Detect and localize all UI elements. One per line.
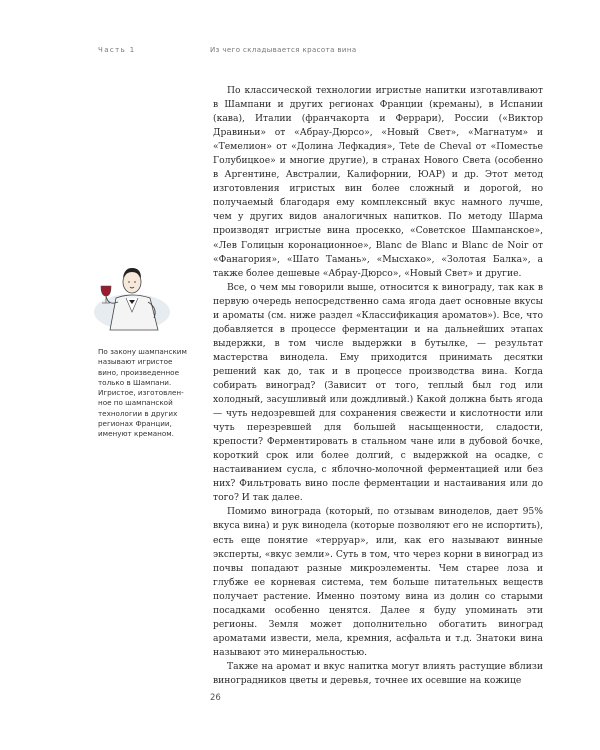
section-title: Из чего складывается красота вина: [210, 46, 357, 54]
paragraph-3: Помимо винограда (который, по отзывам виноделов, дает 95% вкуса вина) и рук винодела (которые позволяют его не испортить), есть еще понятие «терруар», или, как его называют винные эксперты, «вкус земли». Суть в том, что через корни в виноград из почвы попадают разные микроэлементы. Чем старее лоза и глубже ее корневая система, тем больше питательных веществ получает растение. Именно поэтому вина из долин со старыми посадками особенно ценятся. Далее я буду упоминать эти регионы. Земля может дополнительно обогатить виноград ароматами извести, мела, кремния, асфальта и т.д. Знатоки вина называют это минеральностью.: [213, 506, 543, 658]
sidenote-line: вино, произведенное: [98, 367, 179, 377]
sidenote: [98, 347, 187, 440]
paragraph-4: Также на аромат и вкус напитка могут влиять растущие вблизи виноградников цветы и деревья, точнее их осевшие на кожице: [213, 660, 543, 686]
sidenote-line: По закону шампанским: [98, 347, 187, 356]
sidenote-line: только в Шампани.: [98, 377, 172, 387]
sidenote-line: регионах Франции,: [98, 419, 172, 429]
sidenote-line: именуют креманом.: [98, 429, 174, 439]
page-number: 26: [210, 693, 221, 703]
paragraph-1: По классической технологии игристые напитки изготавливают в Шампани и других регионах Франции (креманы), в Испании (кава), Италии (франчакорта и Феррари), России («Виктор Дравиньи» от «Абрау-Дюрсо», «Новый Свет», «Магнатум» и «Темелион» от «Долина Лефкадия», Tete de Cheval от «Поместье Голубицкое» и многие другие), в странах Нового Света (особенно в Аргентине, Австралии, Калифорнии, ЮАР) и др. Этот метод изготовления игристых вин более сложный и дорогой, но получаемый благодаря ему комплексный вкус намного лучше, чем у других видов аналогичных напитков. По методу Шарма производят игристые вина просекко, «Советское Шампанское», «Лев Голицын коронационное», Blanc de Blanc и Blanc de Noir от «Фанагория», «Шато Тамань», «Мысхако», «Золотая Балка», а также более дешевые «Абрау-Дюрсо», «Новый Свет» и другие.: [213, 85, 543, 279]
main-text: [213, 84, 543, 688]
sidenote-line: Игристое, изготовлен-: [98, 388, 184, 398]
sidenote-line: ное по шампанской: [98, 398, 173, 408]
part-label: Часть 1: [98, 46, 136, 54]
sommelier-illustration: [92, 256, 174, 334]
paragraph-2: Все, о чем мы говорили выше, относится к винограду, так как в первую очередь непосредственно сама ягода дает основные вкусы и ароматы (см. ниже раздел «Классификация ароматов»). Все, что добавляется в процессе ферментации и на дальнейших этапах выдержки, в том числе выдержки в бутылке, — результат мастерства винодела. Ему приходится принимать десятки решений как до, так и в процессе производства вина. Когда собирать виноград? (Зависит от того, теплый был год или холодный, засушливый или дождливый.) Какой должна быть ягода — чуть недозревшей для сохранения свежести и кислотности или чуть перезревшей для большей насыщенности, сладости, крепости? Ферментировать в стальном чане или в дубовой бочке, короткий срок или более долгий, с выдержкой на осадке, с настаиванием сусла, с яблочно-молочной ферментацией или без них? Фильтровать вино после ферментации и настаивания или до того? И так далее.: [213, 281, 543, 504]
sidenote-line: технологии в других: [98, 408, 178, 418]
sidenote-line: называют игристое: [98, 357, 173, 367]
